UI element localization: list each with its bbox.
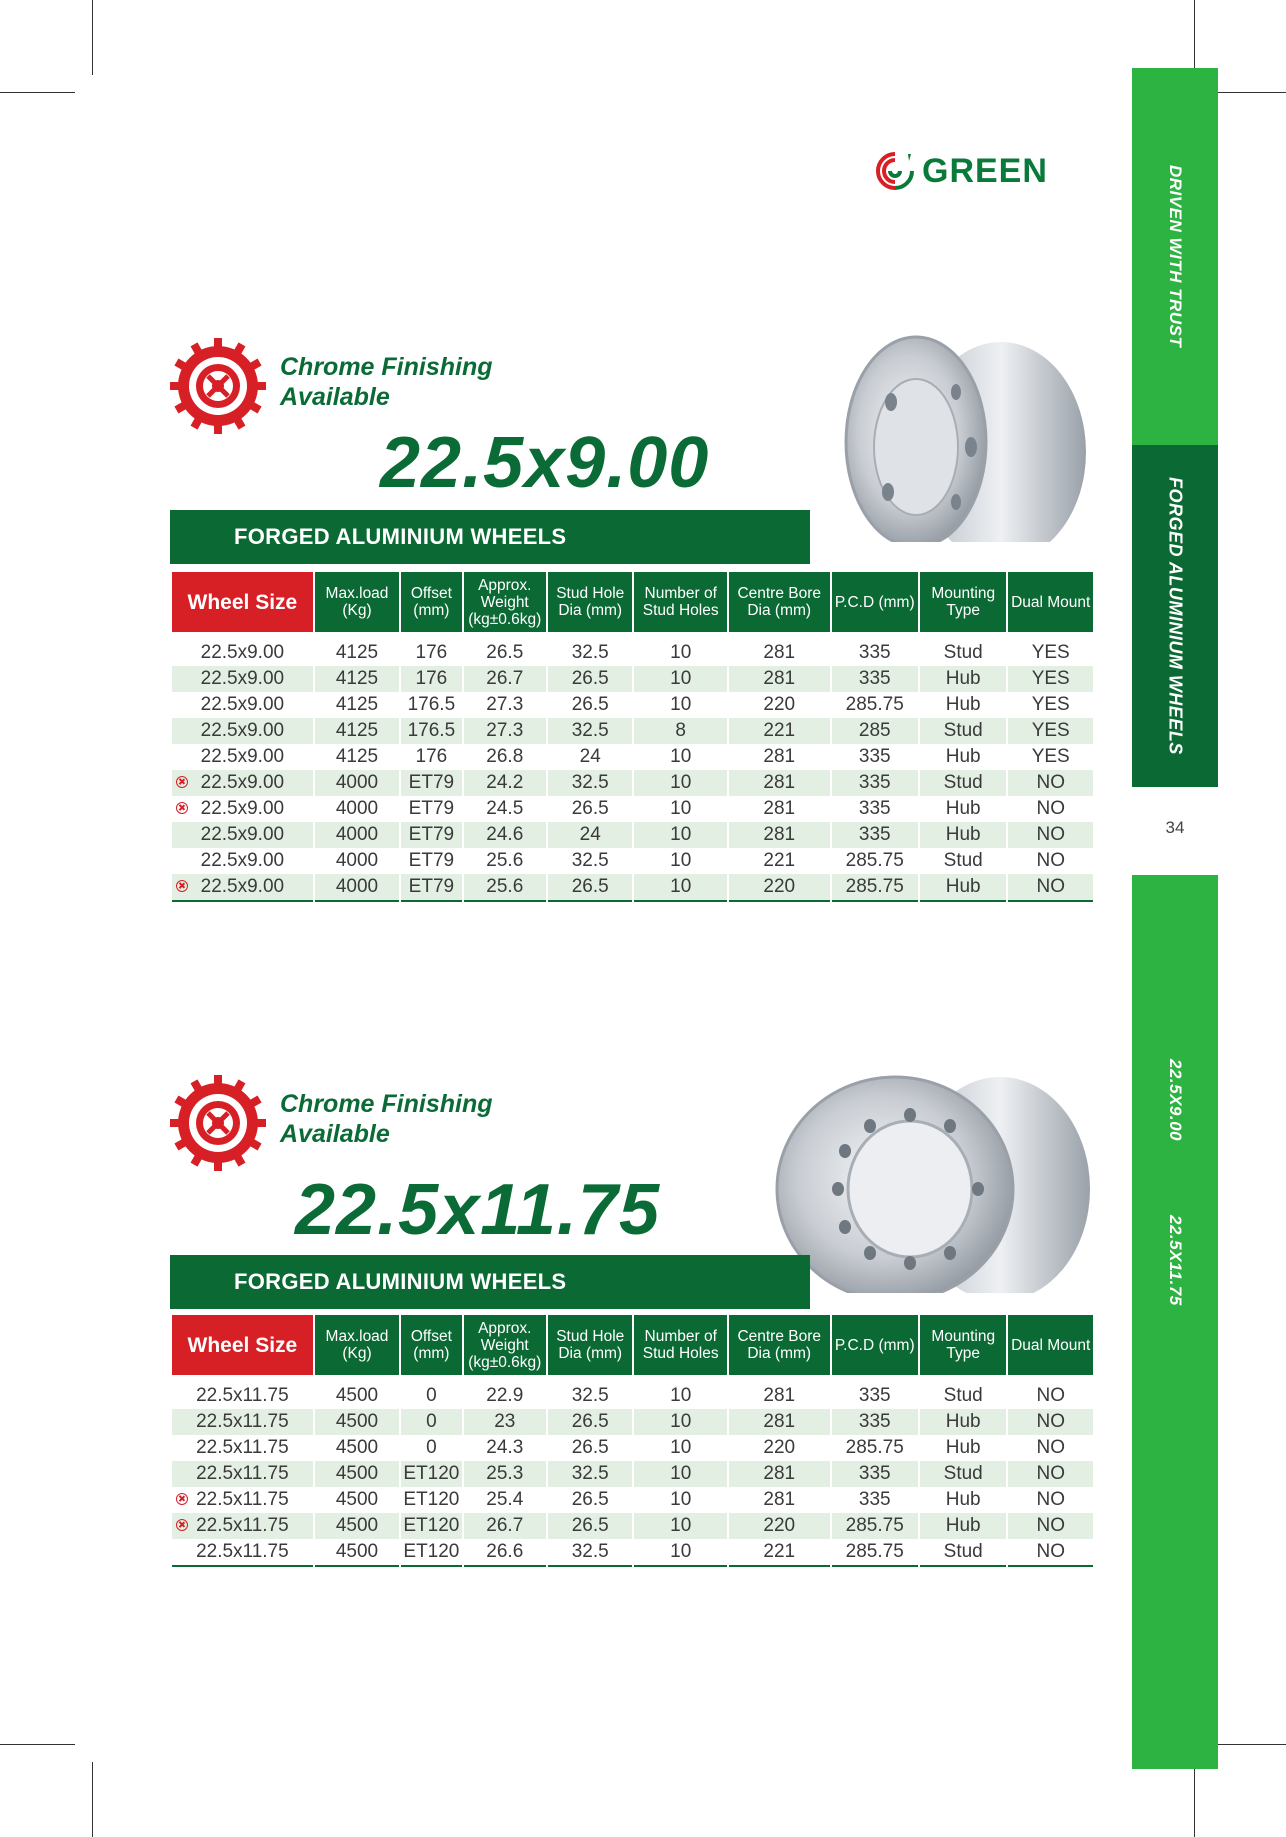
table-cell: 10 <box>634 1409 727 1435</box>
sidebar-size-1: 22.5X9.00 <box>1166 1058 1185 1141</box>
wheel-size-cell: 22.5x11.75 <box>172 1435 313 1461</box>
table-cell: NO <box>1008 1435 1093 1461</box>
table-header-row <box>172 1315 1093 1375</box>
wheel-size-cell: 22.5x11.75 <box>172 1539 313 1567</box>
table-cell: ET79 <box>401 874 461 902</box>
wheel-size-cell: 22.5x11.75 <box>172 1409 313 1435</box>
table-row <box>172 718 1093 744</box>
wheel-section-22-5x9 <box>170 338 1095 918</box>
table-cell: 335 <box>832 796 918 822</box>
table-cell: YES <box>1008 744 1093 770</box>
column-header: P.C.D (mm) <box>832 1315 918 1375</box>
table-row <box>172 822 1093 848</box>
table-cell: 4000 <box>315 796 399 822</box>
table-cell: 26.5 <box>548 796 632 822</box>
table-cell: 4125 <box>315 744 399 770</box>
wheel-size-cell: 22.5x9.00 <box>172 718 313 744</box>
table-row <box>172 1461 1093 1487</box>
table-cell: 10 <box>634 770 727 796</box>
table-cell: 285.75 <box>832 1435 918 1461</box>
table-cell: 281 <box>729 1383 830 1409</box>
table-cell: 176.5 <box>401 692 461 718</box>
table-row <box>172 1409 1093 1435</box>
table-cell: YES <box>1008 692 1093 718</box>
column-header: Dual Mount <box>1008 572 1093 632</box>
table-cell: 4000 <box>315 822 399 848</box>
table-cell: 24.5 <box>464 796 546 822</box>
column-header: Approx. Weight (kg±0.6kg) <box>464 1315 546 1375</box>
chrome-available-icon <box>176 1493 188 1505</box>
brand-name: GREEN <box>922 151 1048 190</box>
chrome-finishing-note: Chrome Finishing Available <box>280 353 493 411</box>
wheel-size-cell: 22.5x11.75 <box>172 1487 313 1513</box>
wheel-size-cell: 22.5x9.00 <box>172 744 313 770</box>
table-cell: 10 <box>634 692 727 718</box>
table-cell: 4500 <box>315 1435 399 1461</box>
wheel-size-cell: 22.5x9.00 <box>172 796 313 822</box>
spec-table <box>170 572 1095 902</box>
table-cell: 32.5 <box>548 1383 632 1409</box>
table-cell: YES <box>1008 666 1093 692</box>
wheel-size-cell: 22.5x9.00 <box>172 666 313 692</box>
column-header: Wheel Size <box>172 1315 313 1375</box>
table-row <box>172 848 1093 874</box>
sidebar-category: FORGED ALUMINIUM WHEELS <box>1165 477 1186 755</box>
table-cell: 25.6 <box>464 848 546 874</box>
chrome-finishing-note: Chrome Finishing Available <box>280 1090 493 1148</box>
table-cell: NO <box>1008 796 1093 822</box>
table-cell: 0 <box>401 1409 461 1435</box>
table-cell: 0 <box>401 1383 461 1409</box>
column-header: Wheel Size <box>172 572 313 632</box>
table-cell: 335 <box>832 1409 918 1435</box>
column-header: Offset (mm) <box>401 572 461 632</box>
table-cell: 10 <box>634 796 727 822</box>
column-header: Number of Stud Holes <box>634 572 727 632</box>
table-cell: ET79 <box>401 822 461 848</box>
table-cell: 285.75 <box>832 874 918 902</box>
table-cell: Hub <box>920 744 1006 770</box>
table-row <box>172 666 1093 692</box>
table-row <box>172 1435 1093 1461</box>
wheel-size-title: 22.5x11.75 <box>295 1170 661 1250</box>
column-header: Offset (mm) <box>401 1315 461 1375</box>
crop-mark <box>1194 0 1195 75</box>
table-body <box>172 632 1093 902</box>
table-cell: YES <box>1008 718 1093 744</box>
spacer-row <box>172 632 1093 640</box>
column-header: Dual Mount <box>1008 1315 1093 1375</box>
column-header: Stud Hole Dia (mm) <box>548 1315 632 1375</box>
wheel-size-title: 22.5x9.00 <box>380 423 710 503</box>
table-cell: 26.5 <box>548 874 632 902</box>
column-header: Max.load (Kg) <box>315 1315 399 1375</box>
table-cell: 0 <box>401 1435 461 1461</box>
table-cell: NO <box>1008 874 1093 902</box>
table-row <box>172 1513 1093 1539</box>
wheel-size-cell: 22.5x9.00 <box>172 848 313 874</box>
table-cell: 25.4 <box>464 1487 546 1513</box>
sidebar-size-2: 22.5X11.75 <box>1166 1214 1185 1306</box>
wheel-size-cell: 22.5x11.75 <box>172 1513 313 1539</box>
table-cell: Stud <box>920 848 1006 874</box>
column-header: Centre Bore Dia (mm) <box>729 572 830 632</box>
table-header-row <box>172 572 1093 632</box>
table-cell: 4500 <box>315 1513 399 1539</box>
table-cell: 220 <box>729 692 830 718</box>
green-logo-icon <box>872 148 918 194</box>
table-cell: 23 <box>464 1409 546 1435</box>
column-header: Mounting Type <box>920 1315 1006 1375</box>
table-cell: 10 <box>634 1383 727 1409</box>
table-cell: 26.7 <box>464 1513 546 1539</box>
table-cell: 176 <box>401 744 461 770</box>
table-cell: NO <box>1008 848 1093 874</box>
table-body <box>172 1375 1093 1567</box>
product-banner <box>170 1255 1095 1309</box>
table-cell: 221 <box>729 718 830 744</box>
table-row <box>172 796 1093 822</box>
table-cell: YES <box>1008 640 1093 666</box>
table-cell: Hub <box>920 666 1006 692</box>
table-cell: 32.5 <box>548 770 632 796</box>
table-cell: 4500 <box>315 1383 399 1409</box>
table-cell: 26.7 <box>464 666 546 692</box>
table-cell: 335 <box>832 1487 918 1513</box>
wheel-size-cell: 22.5x9.00 <box>172 770 313 796</box>
table-cell: 285.75 <box>832 692 918 718</box>
table-row <box>172 692 1093 718</box>
table-cell: NO <box>1008 1409 1093 1435</box>
column-header: Number of Stud Holes <box>634 1315 727 1375</box>
table-cell: ET79 <box>401 796 461 822</box>
table-cell: 335 <box>832 1461 918 1487</box>
table-cell: 220 <box>729 1435 830 1461</box>
chrome-available-icon <box>176 880 188 892</box>
brand-logo <box>872 148 1048 194</box>
table-row <box>172 744 1093 770</box>
wheel-size-cell: 22.5x9.00 <box>172 640 313 666</box>
column-header: Approx. Weight (kg±0.6kg) <box>464 572 546 632</box>
table-cell: 10 <box>634 848 727 874</box>
table-cell: 4000 <box>315 770 399 796</box>
table-cell: Hub <box>920 1513 1006 1539</box>
wheel-size-cell: 22.5x9.00 <box>172 692 313 718</box>
table-row <box>172 1539 1093 1567</box>
table-cell: Hub <box>920 822 1006 848</box>
wheel-size-cell: 22.5x11.75 <box>172 1383 313 1409</box>
table-cell: 335 <box>832 1383 918 1409</box>
wheel-size-cell: 22.5x11.75 <box>172 1461 313 1487</box>
table-cell: 4500 <box>315 1409 399 1435</box>
table-cell: 10 <box>634 1513 727 1539</box>
table-cell: 22.9 <box>464 1383 546 1409</box>
wheel-size-cell: 22.5x9.00 <box>172 874 313 902</box>
table-cell: 26.5 <box>548 692 632 718</box>
column-header: Centre Bore Dia (mm) <box>729 1315 830 1375</box>
table-cell: 4125 <box>315 692 399 718</box>
chrome-available-icon <box>176 802 188 814</box>
table-cell: 26.5 <box>548 1409 632 1435</box>
table-cell: 4125 <box>315 666 399 692</box>
table-row <box>172 1487 1093 1513</box>
table-cell: NO <box>1008 1513 1093 1539</box>
crop-mark <box>1211 92 1286 93</box>
table-cell: 4500 <box>315 1461 399 1487</box>
chrome-available-icon <box>176 1519 188 1531</box>
table-cell: ET120 <box>401 1513 461 1539</box>
table-cell: 221 <box>729 1539 830 1567</box>
table-cell: Stud <box>920 640 1006 666</box>
table-cell: ET79 <box>401 770 461 796</box>
table-row <box>172 640 1093 666</box>
table-cell: 281 <box>729 1409 830 1435</box>
banner-title: FORGED ALUMINIUM WHEELS <box>234 524 567 549</box>
table-cell: 335 <box>832 744 918 770</box>
table-cell: 281 <box>729 640 830 666</box>
chrome-gear-icon <box>170 1075 266 1171</box>
table-cell: 25.6 <box>464 874 546 902</box>
table-cell: 176 <box>401 666 461 692</box>
table-cell: 221 <box>729 848 830 874</box>
table-cell: 10 <box>634 1487 727 1513</box>
table-cell: 4000 <box>315 848 399 874</box>
table-cell: 4125 <box>315 640 399 666</box>
crop-mark <box>0 1744 75 1745</box>
chrome-available-icon <box>176 776 188 788</box>
table-cell: 285 <box>832 718 918 744</box>
table-cell: 10 <box>634 822 727 848</box>
table-cell: 24 <box>548 744 632 770</box>
crop-mark <box>0 92 75 93</box>
column-header: Max.load (Kg) <box>315 572 399 632</box>
table-cell: 10 <box>634 1539 727 1567</box>
sidebar-tagline: DRIVEN WITH TRUST <box>1166 165 1185 348</box>
table-cell: NO <box>1008 1461 1093 1487</box>
table-cell: ET120 <box>401 1461 461 1487</box>
table-cell: NO <box>1008 770 1093 796</box>
table-cell: 10 <box>634 640 727 666</box>
table-cell: Stud <box>920 770 1006 796</box>
table-cell: 281 <box>729 822 830 848</box>
table-cell: 10 <box>634 1461 727 1487</box>
table-cell: 4500 <box>315 1487 399 1513</box>
wheel-section-22-5x11-75 <box>170 1075 1095 1595</box>
table-cell: NO <box>1008 1383 1093 1409</box>
page-number: 34 <box>1165 818 1185 837</box>
table-cell: NO <box>1008 1487 1093 1513</box>
table-cell: ET79 <box>401 848 461 874</box>
table-cell: 335 <box>832 770 918 796</box>
table-cell: NO <box>1008 822 1093 848</box>
table-cell: 10 <box>634 666 727 692</box>
table-cell: 4000 <box>315 874 399 902</box>
table-cell: 26.5 <box>548 1513 632 1539</box>
table-cell: 281 <box>729 666 830 692</box>
table-cell: Stud <box>920 1539 1006 1567</box>
table-cell: 32.5 <box>548 848 632 874</box>
table-cell: Stud <box>920 1383 1006 1409</box>
table-cell: 281 <box>729 1461 830 1487</box>
table-cell: 25.3 <box>464 1461 546 1487</box>
table-cell: ET120 <box>401 1539 461 1567</box>
table-cell: Hub <box>920 1435 1006 1461</box>
table-cell: Hub <box>920 692 1006 718</box>
table-row <box>172 874 1093 902</box>
table-cell: 285.75 <box>832 848 918 874</box>
table-cell: 285.75 <box>832 1513 918 1539</box>
table-cell: 27.3 <box>464 718 546 744</box>
table-cell: 335 <box>832 640 918 666</box>
table-cell: 176 <box>401 640 461 666</box>
table-cell: 24 <box>548 822 632 848</box>
table-row <box>172 1383 1093 1409</box>
crop-mark <box>1211 1744 1286 1745</box>
table-cell: 32.5 <box>548 640 632 666</box>
table-cell: NO <box>1008 1539 1093 1567</box>
banner-title: FORGED ALUMINIUM WHEELS <box>234 1269 567 1294</box>
table-cell: Hub <box>920 874 1006 902</box>
table-cell: 32.5 <box>548 1539 632 1567</box>
table-cell: 32.5 <box>548 718 632 744</box>
table-cell: 335 <box>832 822 918 848</box>
crop-mark <box>1194 1762 1195 1837</box>
table-cell: 285.75 <box>832 1539 918 1567</box>
table-cell: 281 <box>729 1487 830 1513</box>
table-cell: 8 <box>634 718 727 744</box>
table-cell: 26.8 <box>464 744 546 770</box>
table-cell: 10 <box>634 744 727 770</box>
column-header: Mounting Type <box>920 572 1006 632</box>
table-cell: 281 <box>729 744 830 770</box>
table-cell: Hub <box>920 796 1006 822</box>
crop-mark <box>92 1762 93 1837</box>
table-cell: 24.6 <box>464 822 546 848</box>
table-cell: 176.5 <box>401 718 461 744</box>
table-cell: 4125 <box>315 718 399 744</box>
spacer-row <box>172 1375 1093 1383</box>
table-cell: 27.3 <box>464 692 546 718</box>
crop-mark <box>92 0 93 75</box>
table-cell: 26.6 <box>464 1539 546 1567</box>
table-cell: 26.5 <box>548 1487 632 1513</box>
table-cell: 24.3 <box>464 1435 546 1461</box>
product-banner <box>170 510 1095 564</box>
table-cell: 10 <box>634 874 727 902</box>
table-cell: 26.5 <box>548 1435 632 1461</box>
table-cell: Hub <box>920 1487 1006 1513</box>
wheel-size-cell: 22.5x9.00 <box>172 822 313 848</box>
table-cell: 26.5 <box>548 666 632 692</box>
table-cell: 32.5 <box>548 1461 632 1487</box>
table-cell: 24.2 <box>464 770 546 796</box>
table-cell: Stud <box>920 718 1006 744</box>
column-header: Stud Hole Dia (mm) <box>548 572 632 632</box>
table-cell: 335 <box>832 666 918 692</box>
spec-table <box>170 1315 1095 1567</box>
table-cell: 26.5 <box>464 640 546 666</box>
table-cell: Hub <box>920 1409 1006 1435</box>
table-cell: 4500 <box>315 1539 399 1567</box>
table-cell: 220 <box>729 1513 830 1539</box>
column-header: P.C.D (mm) <box>832 572 918 632</box>
table-cell: 10 <box>634 1435 727 1461</box>
table-cell: 281 <box>729 796 830 822</box>
table-cell: Stud <box>920 1461 1006 1487</box>
table-cell: ET120 <box>401 1487 461 1513</box>
table-row <box>172 770 1093 796</box>
table-cell: 281 <box>729 770 830 796</box>
chrome-gear-icon <box>170 338 266 434</box>
table-cell: 220 <box>729 874 830 902</box>
